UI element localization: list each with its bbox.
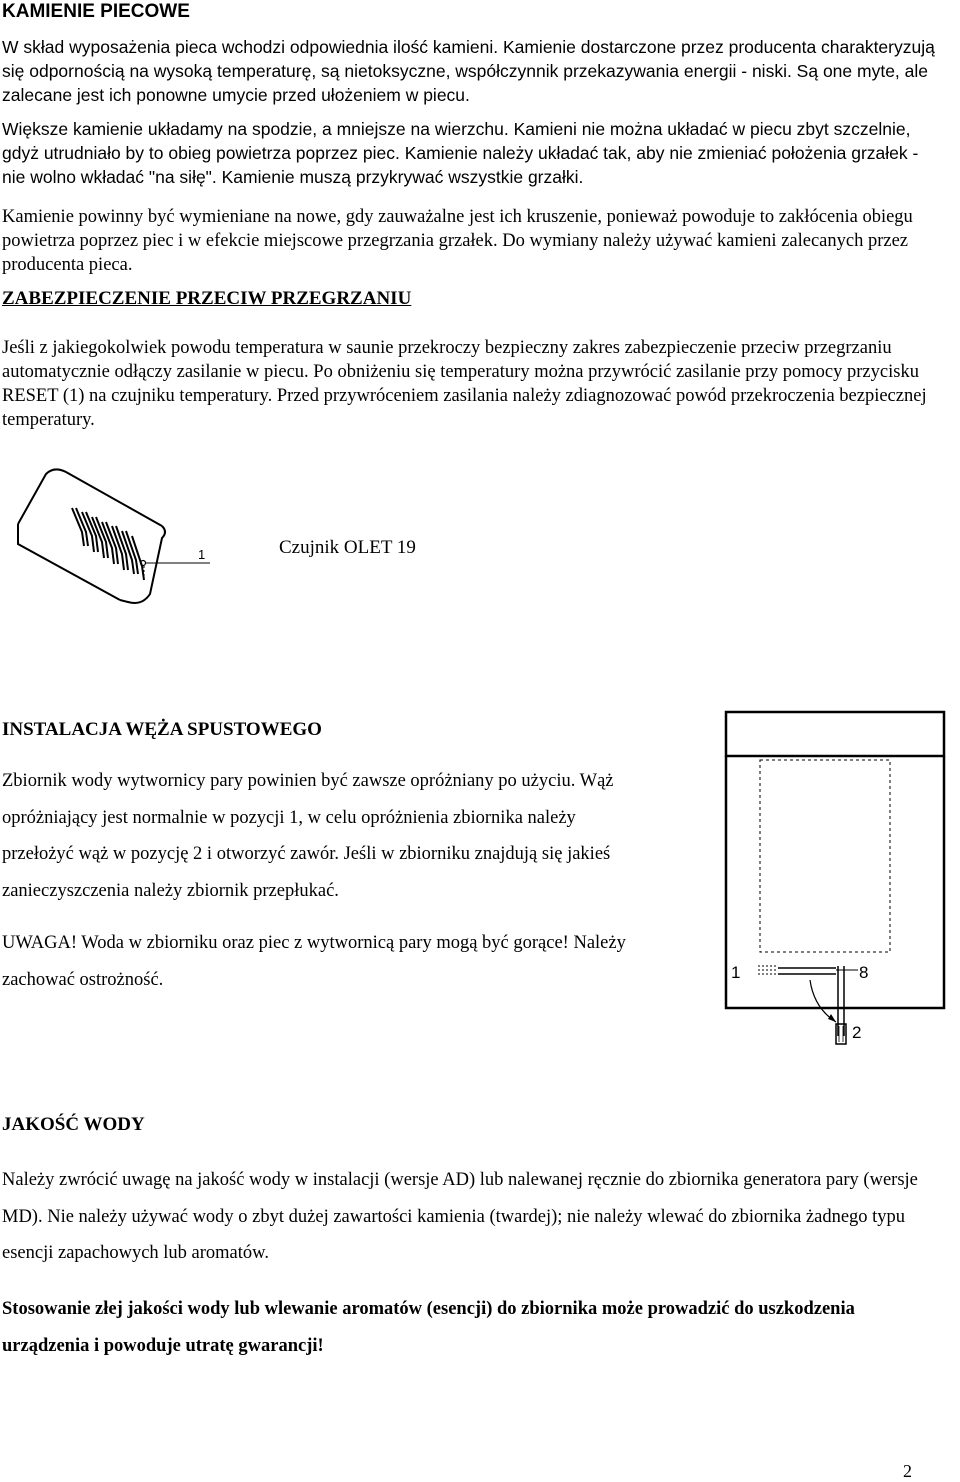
hose-label-2: 2 xyxy=(852,1023,862,1042)
paragraph-instalacja-1: Zbiornik wody wytwornicy pary powinien być zawsze opróżniany po użyciu. Wąż opróżniający jest normalnie w pozycji 1, w celu opróżnienia zbiornika należy przełożyć wąż w pozycję 2 i otworzyć zawór. Jeśli w zbiorniku znajdują się jakieś zanieczyszczenia należy zbiornik przepłukać. xyxy=(2,771,614,901)
heading-instalacja: INSTALACJA WĘŻA SPUSTOWEGO xyxy=(2,719,322,740)
page-number: 2 xyxy=(903,1461,912,1481)
heading-jakosc: JAKOŚĆ WODY xyxy=(2,1114,145,1135)
paragraph-instalacja-2: UWAGA! Woda w zbiorniku oraz piec z wytwornicą pary mogą być gorące! Należy zachować ostrożność. xyxy=(2,933,626,990)
hose-label-8: 8 xyxy=(859,963,869,982)
paragraph-kamienie-1: W skład wyposażenia pieca wchodzi odpowiednia ilość kamieni. Kamienie dostarczone przez producenta charakteryzują się odpornością na wysoką temperaturę, są nietoksyczne, współczynnik przekazywania energii - niski. Są one myte, ale zalecane jest ich ponowne umycie przed ułożeniem w piecu. xyxy=(2,37,935,105)
paragraph-jakosc-warning: Stosowanie złej jakości wody lub wlewanie aromatów (esencji) do zbiornika może prowadzić do uszkodzenia urządzenia i powoduje utratę gwarancji! xyxy=(2,1299,855,1356)
heading-zabezpieczenie: ZABEZPIECZENIE PRZECIW PRZEGRZANIU xyxy=(2,288,412,309)
sensor-illustration xyxy=(10,462,225,607)
hose-label-1: 1 xyxy=(731,963,741,982)
hose-illustration xyxy=(718,708,948,1063)
paragraph-kamienie-2: Większe kamienie układamy na spodzie, a mniejsze na wierzchu. Kamieni nie można układać w piecu zbyt szczelnie, gdyż utrudniało by to obieg powietrza poprzez piec. Kamienie należy układać tak, aby nie zmieniać położenia grzałek - nie wolno wkładać "na siłę". Kamienie muszą przykrywać wszystkie grzałki. xyxy=(2,119,919,187)
sensor-caption: Czujnik OLET 19 xyxy=(279,537,416,558)
heading-kamienie: KAMIENIE PIECOWE xyxy=(2,1,190,22)
paragraph-zabezpieczenie: Jeśli z jakiegokolwiek powodu temperatura w saunie przekroczy bezpieczny zakres zabezpieczenie przeciw przegrzaniu automatycznie odłączy zasilanie w piecu. Po obniżeniu się temperatury można przywrócić zasilanie przy pomocy przycisku RESET (1) na czujniku temperatury. Przed przywróceniem zasilania należy zdiagnozować powód przekroczenia bezpiecznej temperatury. xyxy=(2,338,927,430)
sensor-label-1: 1 xyxy=(198,547,206,562)
paragraph-kamienie-3: Kamienie powinny być wymieniane na nowe, gdy zauważalne jest ich kruszenie, ponieważ powoduje to zakłócenia obiegu powietrza poprzez piec i w efekcie miejscowe przegrzania grzałek. Do wymiany należy używać kamieni zalecanych przez producenta pieca. xyxy=(2,207,913,275)
paragraph-jakosc-1: Należy zwrócić uwagę na jakość wody w instalacji (wersje AD) lub nalewanej ręcznie do zbiornika generatora pary (wersje MD). Nie należy używać wody o zbyt dużej zawartości kamienia (twardej); nie należy wlewać do zbiornika żadnego typu esencji zapachowych lub aromatów. xyxy=(2,1170,918,1263)
